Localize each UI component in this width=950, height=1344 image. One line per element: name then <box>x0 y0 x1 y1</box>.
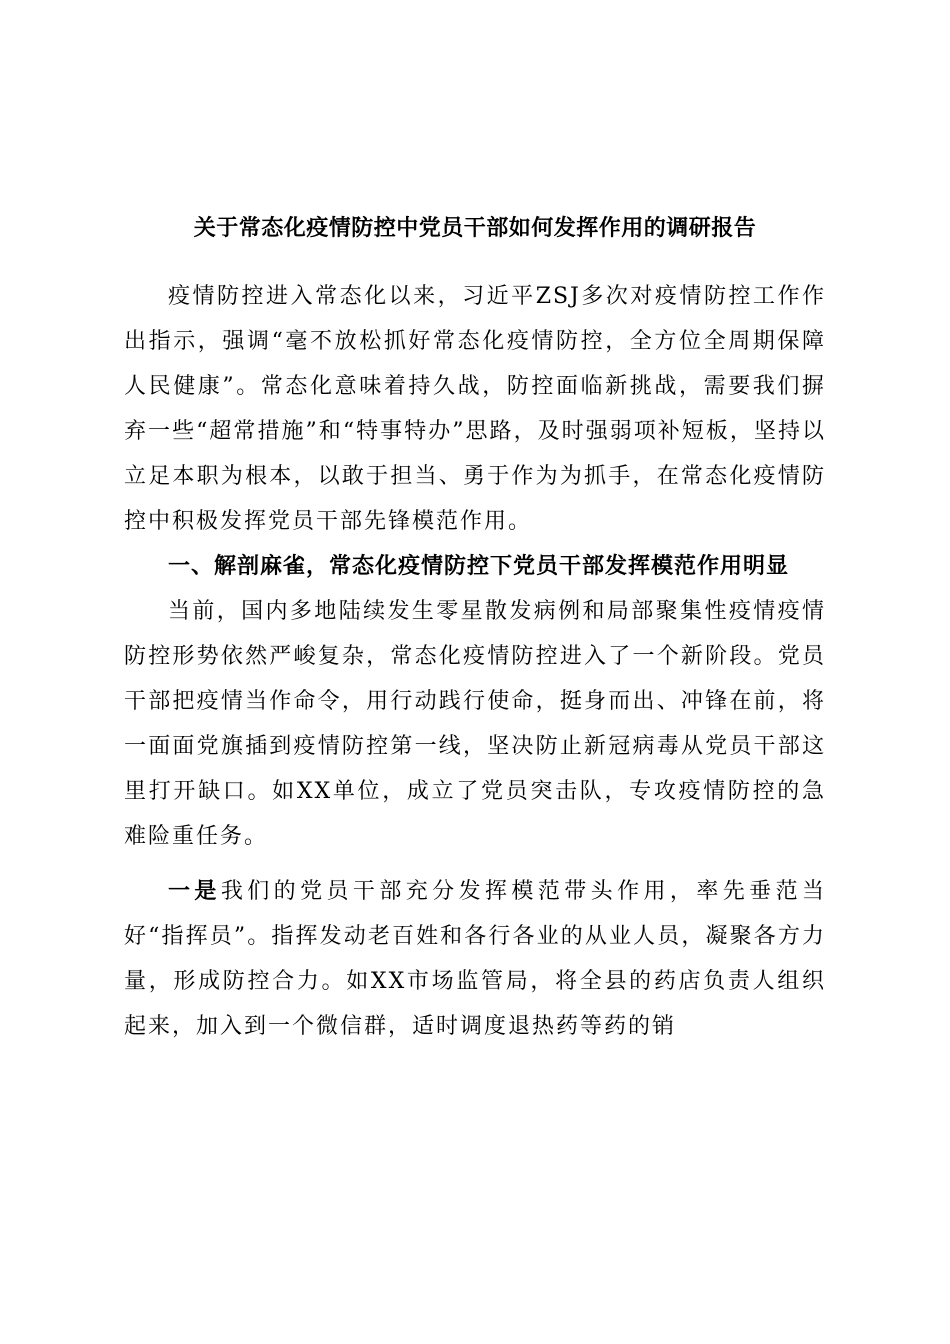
section-heading-1: 一、解剖麻雀，常态化疫情防控下党员干部发挥模范作用明显 <box>168 554 790 579</box>
body-paragraph-2: 当前，国内多地陆续发生零星散发病例和局部聚集性疫情疫情防控形势依然严峻复杂，常态化疫情防控进入了一个新阶段。党员干部把疫情当作命令，用行动践行使命，挺身而出、冲锋在前，将一面面党旗插到疫情防控第一线，坚决防止新冠病毒从党员干部这里打开缺口。如XX单位，成立了党员突击队，专攻疫情防控的急难险重任务。 <box>124 599 826 849</box>
body-paragraph-3 <box>124 869 826 1049</box>
document-title: 关于常态化疫情防控中党员干部如何发挥作用的调研报告 <box>193 216 757 241</box>
paragraph-lead-label: 一是 <box>168 879 221 904</box>
paragraph-3-text: 我们的党员干部充分发挥模范带头作用，率先垂范当好“指挥员”。指挥发动老百姓和各行各业的从业人员，凝聚各方力量，形成防控合力。如XX市场监管局，将全县的药店负责人组织起来，加入到一个微信群，适时调度退热药等药的销 <box>124 879 826 1039</box>
intro-paragraph: 疫情防控进入常态化以来，习近平ZSJ多次对疫情防控工作作出指示，强调“毫不放松抓好常态化疫情防控，全方位全周期保障人民健康”。常态化意味着持久战，防控面临新挑战，需要我们摒弃一些“超常措施”和“特事特办”思路，及时强弱项补短板，坚持以立足本职为根本，以敢于担当、勇于作为为抓手，在常态化疫情防控中积极发挥党员干部先锋模范作用。 <box>124 284 826 534</box>
document-body <box>124 204 826 1049</box>
